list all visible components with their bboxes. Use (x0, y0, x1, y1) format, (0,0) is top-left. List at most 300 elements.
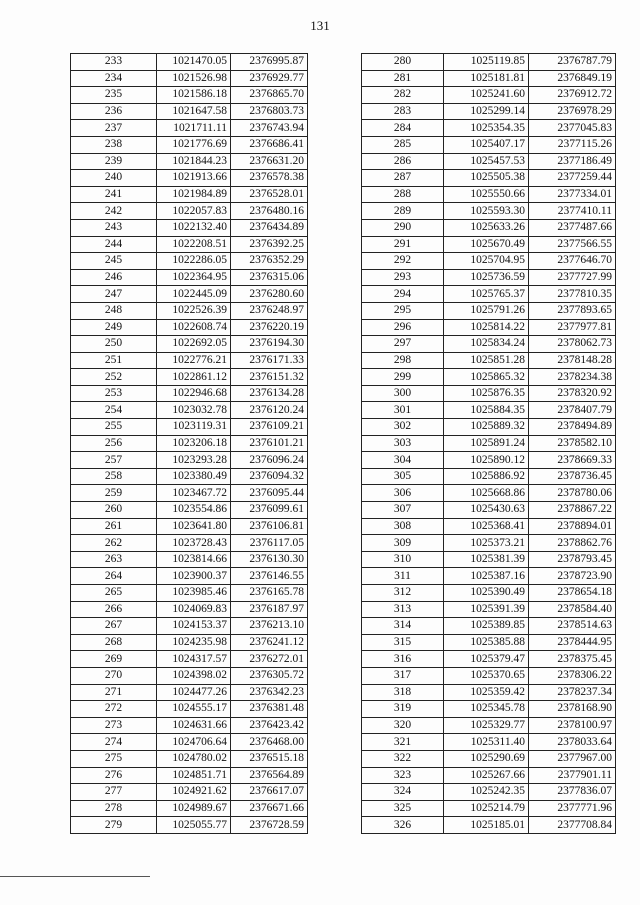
point-number-cell: 257 (71, 452, 157, 469)
table-row (362, 667, 616, 684)
x-coordinate-cell: 1021470.05 (157, 54, 231, 71)
table-row (362, 352, 616, 369)
y-coordinate-cell: 2377115.26 (529, 136, 616, 153)
point-number-cell: 323 (362, 767, 444, 784)
table-row (71, 701, 308, 718)
x-coordinate-cell: 1021647.58 (157, 103, 231, 120)
point-number-cell: 244 (71, 236, 157, 253)
y-coordinate-cell: 2376352.29 (231, 253, 308, 270)
table-row (71, 153, 308, 170)
point-number-cell: 315 (362, 634, 444, 651)
y-coordinate-cell: 2376165.78 (231, 585, 308, 602)
x-coordinate-cell: 1022946.68 (157, 385, 231, 402)
x-coordinate-cell: 1025704.95 (444, 253, 529, 270)
table-row (362, 535, 616, 552)
table-row (71, 319, 308, 336)
point-number-cell: 237 (71, 120, 157, 137)
x-coordinate-cell: 1024153.37 (157, 618, 231, 635)
point-number-cell: 306 (362, 485, 444, 502)
point-number-cell: 296 (362, 319, 444, 336)
point-number-cell: 284 (362, 120, 444, 137)
x-coordinate-cell: 1025851.28 (444, 352, 529, 369)
point-number-cell: 245 (71, 253, 157, 270)
x-coordinate-cell: 1025505.38 (444, 170, 529, 187)
table-row (362, 468, 616, 485)
x-coordinate-cell: 1022208.51 (157, 236, 231, 253)
table-row (362, 120, 616, 137)
table-row (362, 70, 616, 87)
y-coordinate-cell: 2378862.76 (529, 535, 616, 552)
point-number-cell: 247 (71, 286, 157, 303)
x-coordinate-cell: 1021844.23 (157, 153, 231, 170)
point-number-cell: 263 (71, 551, 157, 568)
point-number-cell: 278 (71, 800, 157, 817)
x-coordinate-cell: 1022776.21 (157, 352, 231, 369)
table-row (71, 253, 308, 270)
y-coordinate-cell: 2376381.48 (231, 701, 308, 718)
x-coordinate-cell: 1025670.49 (444, 236, 529, 253)
table-row (362, 585, 616, 602)
y-coordinate-cell: 2378723.90 (529, 568, 616, 585)
point-number-cell: 311 (362, 568, 444, 585)
point-number-cell: 268 (71, 634, 157, 651)
table-row (362, 186, 616, 203)
x-coordinate-cell: 1022445.09 (157, 286, 231, 303)
y-coordinate-cell: 2376134.28 (231, 385, 308, 402)
x-coordinate-cell: 1022692.05 (157, 336, 231, 353)
y-coordinate-cell: 2376912.72 (529, 87, 616, 104)
x-coordinate-cell: 1025370.65 (444, 667, 529, 684)
point-number-cell: 274 (71, 734, 157, 751)
point-number-cell: 282 (362, 87, 444, 104)
table-row (71, 551, 308, 568)
table-row (71, 186, 308, 203)
x-coordinate-cell: 1025407.17 (444, 136, 529, 153)
table-row (71, 302, 308, 319)
y-coordinate-cell: 2376146.55 (231, 568, 308, 585)
point-number-cell: 325 (362, 800, 444, 817)
table-row (362, 601, 616, 618)
x-coordinate-cell: 1025241.60 (444, 87, 529, 104)
table-row (362, 319, 616, 336)
table-row (71, 269, 308, 286)
point-number-cell: 275 (71, 750, 157, 767)
x-coordinate-cell: 1025865.32 (444, 369, 529, 386)
table-row (362, 385, 616, 402)
x-coordinate-cell: 1023900.37 (157, 568, 231, 585)
y-coordinate-cell: 2378780.06 (529, 485, 616, 502)
y-coordinate-cell: 2378375.45 (529, 651, 616, 668)
y-coordinate-cell: 2376528.01 (231, 186, 308, 203)
point-number-cell: 326 (362, 817, 444, 834)
table-row (71, 485, 308, 502)
y-coordinate-cell: 2376187.97 (231, 601, 308, 618)
y-coordinate-cell: 2376515.18 (231, 750, 308, 767)
x-coordinate-cell: 1023380.49 (157, 468, 231, 485)
x-coordinate-cell: 1021776.69 (157, 136, 231, 153)
x-coordinate-cell: 1025886.92 (444, 468, 529, 485)
table-row (71, 618, 308, 635)
table-row (71, 87, 308, 104)
x-coordinate-cell: 1025354.35 (444, 120, 529, 137)
point-number-cell: 272 (71, 701, 157, 718)
point-number-cell: 249 (71, 319, 157, 336)
point-number-cell: 308 (362, 518, 444, 535)
table-row (71, 54, 308, 71)
y-coordinate-cell: 2376272.01 (231, 651, 308, 668)
table-row (362, 568, 616, 585)
y-coordinate-cell: 2377967.00 (529, 750, 616, 767)
point-number-cell: 298 (362, 352, 444, 369)
footnote-rule (0, 876, 150, 877)
table-row (71, 336, 308, 353)
x-coordinate-cell: 1025368.41 (444, 518, 529, 535)
table-row (362, 618, 616, 635)
point-number-cell: 243 (71, 219, 157, 236)
point-number-cell: 240 (71, 170, 157, 187)
x-coordinate-cell: 1021913.66 (157, 170, 231, 187)
y-coordinate-cell: 2376728.59 (231, 817, 308, 834)
x-coordinate-cell: 1025765.37 (444, 286, 529, 303)
point-number-cell: 250 (71, 336, 157, 353)
point-number-cell: 259 (71, 485, 157, 502)
y-coordinate-cell: 2376434.89 (231, 219, 308, 236)
x-coordinate-cell: 1025736.59 (444, 269, 529, 286)
x-coordinate-cell: 1025055.77 (157, 817, 231, 834)
y-coordinate-cell: 2376315.06 (231, 269, 308, 286)
y-coordinate-cell: 2377045.83 (529, 120, 616, 137)
point-number-cell: 254 (71, 402, 157, 419)
table-row (71, 452, 308, 469)
y-coordinate-cell: 2376392.25 (231, 236, 308, 253)
y-coordinate-cell: 2376099.61 (231, 502, 308, 519)
y-coordinate-cell: 2376631.20 (231, 153, 308, 170)
table-row (362, 800, 616, 817)
y-coordinate-cell: 2376743.94 (231, 120, 308, 137)
table-row (362, 219, 616, 236)
y-coordinate-cell: 2376194.30 (231, 336, 308, 353)
point-number-cell: 271 (71, 684, 157, 701)
table-row (71, 684, 308, 701)
y-coordinate-cell: 2378584.40 (529, 601, 616, 618)
y-coordinate-cell: 2378148.28 (529, 352, 616, 369)
y-coordinate-cell: 2376671.66 (231, 800, 308, 817)
table-row (362, 54, 616, 71)
y-coordinate-cell: 2378100.97 (529, 717, 616, 734)
table-row (71, 70, 308, 87)
x-coordinate-cell: 1025791.26 (444, 302, 529, 319)
y-coordinate-cell: 2376978.29 (529, 103, 616, 120)
x-coordinate-cell: 1025214.79 (444, 800, 529, 817)
x-coordinate-cell: 1025387.16 (444, 568, 529, 585)
x-coordinate-cell: 1024921.62 (157, 784, 231, 801)
table-row (71, 203, 308, 220)
y-coordinate-cell: 2378444.95 (529, 634, 616, 651)
point-number-cell: 269 (71, 651, 157, 668)
y-coordinate-cell: 2377708.84 (529, 817, 616, 834)
point-number-cell: 317 (362, 667, 444, 684)
table-row (71, 651, 308, 668)
table-row (71, 585, 308, 602)
table-row (71, 468, 308, 485)
y-coordinate-cell: 2378033.64 (529, 734, 616, 751)
point-number-cell: 270 (71, 667, 157, 684)
y-coordinate-cell: 2378793.45 (529, 551, 616, 568)
table-row (71, 601, 308, 618)
y-coordinate-cell: 2376248.97 (231, 302, 308, 319)
y-coordinate-cell: 2378514.63 (529, 618, 616, 635)
table-row (362, 269, 616, 286)
y-coordinate-cell: 2376120.24 (231, 402, 308, 419)
y-coordinate-cell: 2377646.70 (529, 253, 616, 270)
point-number-cell: 321 (362, 734, 444, 751)
point-number-cell: 238 (71, 136, 157, 153)
y-coordinate-cell: 2376423.42 (231, 717, 308, 734)
point-number-cell: 320 (362, 717, 444, 734)
y-coordinate-cell: 2377901.11 (529, 767, 616, 784)
x-coordinate-cell: 1025181.81 (444, 70, 529, 87)
page-number: 131 (310, 18, 330, 33)
x-coordinate-cell: 1025391.39 (444, 601, 529, 618)
x-coordinate-cell: 1021984.89 (157, 186, 231, 203)
y-coordinate-cell: 2376468.00 (231, 734, 308, 751)
x-coordinate-cell: 1022286.05 (157, 253, 231, 270)
x-coordinate-cell: 1025373.21 (444, 535, 529, 552)
point-number-cell: 279 (71, 817, 157, 834)
point-number-cell: 276 (71, 767, 157, 784)
table-row (362, 419, 616, 436)
table-row (71, 502, 308, 519)
x-coordinate-cell: 1022057.83 (157, 203, 231, 220)
point-number-cell: 256 (71, 435, 157, 452)
y-coordinate-cell: 2378654.18 (529, 585, 616, 602)
table-row (362, 750, 616, 767)
y-coordinate-cell: 2376130.30 (231, 551, 308, 568)
x-coordinate-cell: 1023985.46 (157, 585, 231, 602)
point-number-cell: 297 (362, 336, 444, 353)
y-coordinate-cell: 2377566.55 (529, 236, 616, 253)
x-coordinate-cell: 1025290.69 (444, 750, 529, 767)
table-row (71, 120, 308, 137)
y-coordinate-cell: 2376995.87 (231, 54, 308, 71)
x-coordinate-cell: 1023293.28 (157, 452, 231, 469)
point-number-cell: 261 (71, 518, 157, 535)
point-number-cell: 312 (362, 585, 444, 602)
table-row (71, 667, 308, 684)
point-number-cell: 324 (362, 784, 444, 801)
y-coordinate-cell: 2377259.44 (529, 170, 616, 187)
x-coordinate-cell: 1025185.01 (444, 817, 529, 834)
x-coordinate-cell: 1021526.98 (157, 70, 231, 87)
x-coordinate-cell: 1023119.31 (157, 419, 231, 436)
y-coordinate-cell: 2376213.10 (231, 618, 308, 635)
table-row (71, 535, 308, 552)
table-row (362, 286, 616, 303)
y-coordinate-cell: 2376241.12 (231, 634, 308, 651)
point-number-cell: 285 (362, 136, 444, 153)
x-coordinate-cell: 1024069.83 (157, 601, 231, 618)
y-coordinate-cell: 2377410.11 (529, 203, 616, 220)
y-coordinate-cell: 2377334.01 (529, 186, 616, 203)
y-coordinate-cell: 2378234.38 (529, 369, 616, 386)
y-coordinate-cell: 2377727.99 (529, 269, 616, 286)
y-coordinate-cell: 2378582.10 (529, 435, 616, 452)
point-number-cell: 234 (71, 70, 157, 87)
point-number-cell: 292 (362, 253, 444, 270)
x-coordinate-cell: 1025834.24 (444, 336, 529, 353)
x-coordinate-cell: 1023032.78 (157, 402, 231, 419)
y-coordinate-cell: 2376480.16 (231, 203, 308, 220)
x-coordinate-cell: 1025379.47 (444, 651, 529, 668)
point-number-cell: 255 (71, 419, 157, 436)
table-row (362, 402, 616, 419)
table-row (71, 385, 308, 402)
table-row (362, 452, 616, 469)
y-coordinate-cell: 2376686.41 (231, 136, 308, 153)
point-number-cell: 302 (362, 419, 444, 436)
point-number-cell: 289 (362, 203, 444, 220)
y-coordinate-cell: 2378867.22 (529, 502, 616, 519)
table-row (362, 651, 616, 668)
table-row (71, 518, 308, 535)
table-row (71, 286, 308, 303)
point-number-cell: 299 (362, 369, 444, 386)
point-number-cell: 313 (362, 601, 444, 618)
y-coordinate-cell: 2376787.79 (529, 54, 616, 71)
table-row (362, 767, 616, 784)
point-number-cell: 236 (71, 103, 157, 120)
x-coordinate-cell: 1025430.63 (444, 502, 529, 519)
x-coordinate-cell: 1022861.12 (157, 369, 231, 386)
point-number-cell: 295 (362, 302, 444, 319)
point-number-cell: 265 (71, 585, 157, 602)
x-coordinate-cell: 1024477.26 (157, 684, 231, 701)
point-number-cell: 248 (71, 302, 157, 319)
point-number-cell: 288 (362, 186, 444, 203)
point-number-cell: 287 (362, 170, 444, 187)
y-coordinate-cell: 2377836.07 (529, 784, 616, 801)
x-coordinate-cell: 1025550.66 (444, 186, 529, 203)
table-row (362, 336, 616, 353)
x-coordinate-cell: 1022364.95 (157, 269, 231, 286)
point-number-cell: 318 (362, 684, 444, 701)
x-coordinate-cell: 1024851.71 (157, 767, 231, 784)
y-coordinate-cell: 2378062.73 (529, 336, 616, 353)
y-coordinate-cell: 2376803.73 (231, 103, 308, 120)
point-number-cell: 233 (71, 54, 157, 71)
point-number-cell: 267 (71, 618, 157, 635)
table-row (362, 784, 616, 801)
table-row (71, 103, 308, 120)
x-coordinate-cell: 1025345.78 (444, 701, 529, 718)
table-row (362, 634, 616, 651)
table-row (362, 518, 616, 535)
x-coordinate-cell: 1022608.74 (157, 319, 231, 336)
table-row (71, 419, 308, 436)
point-number-cell: 280 (362, 54, 444, 71)
table-row (362, 136, 616, 153)
y-coordinate-cell: 2376929.77 (231, 70, 308, 87)
point-number-cell: 262 (71, 535, 157, 552)
table-row (71, 369, 308, 386)
point-number-cell: 307 (362, 502, 444, 519)
y-coordinate-cell: 2378237.34 (529, 684, 616, 701)
point-number-cell: 252 (71, 369, 157, 386)
point-number-cell: 286 (362, 153, 444, 170)
point-number-cell: 303 (362, 435, 444, 452)
x-coordinate-cell: 1022526.39 (157, 302, 231, 319)
x-coordinate-cell: 1025876.35 (444, 385, 529, 402)
table-row (71, 170, 308, 187)
table-row (71, 236, 308, 253)
point-number-cell: 319 (362, 701, 444, 718)
x-coordinate-cell: 1025329.77 (444, 717, 529, 734)
point-number-cell: 294 (362, 286, 444, 303)
x-coordinate-cell: 1023467.72 (157, 485, 231, 502)
point-number-cell: 273 (71, 717, 157, 734)
table-row (362, 253, 616, 270)
x-coordinate-cell: 1025385.88 (444, 634, 529, 651)
x-coordinate-cell: 1025267.66 (444, 767, 529, 784)
y-coordinate-cell: 2376280.60 (231, 286, 308, 303)
point-number-cell: 290 (362, 219, 444, 236)
table-row (362, 369, 616, 386)
y-coordinate-cell: 2378407.79 (529, 402, 616, 419)
y-coordinate-cell: 2378894.01 (529, 518, 616, 535)
x-coordinate-cell: 1023554.86 (157, 502, 231, 519)
y-coordinate-cell: 2376305.72 (231, 667, 308, 684)
x-coordinate-cell: 1024398.02 (157, 667, 231, 684)
table-row (362, 734, 616, 751)
y-coordinate-cell: 2378320.92 (529, 385, 616, 402)
x-coordinate-cell: 1021711.11 (157, 120, 231, 137)
table-row (71, 750, 308, 767)
x-coordinate-cell: 1025668.86 (444, 485, 529, 502)
table-row (71, 402, 308, 419)
table-row (71, 784, 308, 801)
point-number-cell: 304 (362, 452, 444, 469)
x-coordinate-cell: 1024706.64 (157, 734, 231, 751)
y-coordinate-cell: 2376117.05 (231, 535, 308, 552)
coordinates-table-right (361, 53, 616, 834)
x-coordinate-cell: 1025890.12 (444, 452, 529, 469)
table-row (71, 767, 308, 784)
x-coordinate-cell: 1025884.35 (444, 402, 529, 419)
y-coordinate-cell: 2376096.24 (231, 452, 308, 469)
point-number-cell: 300 (362, 385, 444, 402)
y-coordinate-cell: 2376617.07 (231, 784, 308, 801)
y-coordinate-cell: 2377186.49 (529, 153, 616, 170)
x-coordinate-cell: 1023641.80 (157, 518, 231, 535)
table-row (362, 170, 616, 187)
y-coordinate-cell: 2377487.66 (529, 219, 616, 236)
x-coordinate-cell: 1025593.30 (444, 203, 529, 220)
x-coordinate-cell: 1025242.35 (444, 784, 529, 801)
point-number-cell: 281 (362, 70, 444, 87)
table-row (71, 817, 308, 834)
point-number-cell: 242 (71, 203, 157, 220)
x-coordinate-cell: 1024235.98 (157, 634, 231, 651)
table-row (71, 435, 308, 452)
x-coordinate-cell: 1024317.57 (157, 651, 231, 668)
y-coordinate-cell: 2377977.81 (529, 319, 616, 336)
x-coordinate-cell: 1025119.85 (444, 54, 529, 71)
point-number-cell: 293 (362, 269, 444, 286)
x-coordinate-cell: 1023728.43 (157, 535, 231, 552)
x-coordinate-cell: 1025633.26 (444, 219, 529, 236)
x-coordinate-cell: 1022132.40 (157, 219, 231, 236)
x-coordinate-cell: 1024989.67 (157, 800, 231, 817)
